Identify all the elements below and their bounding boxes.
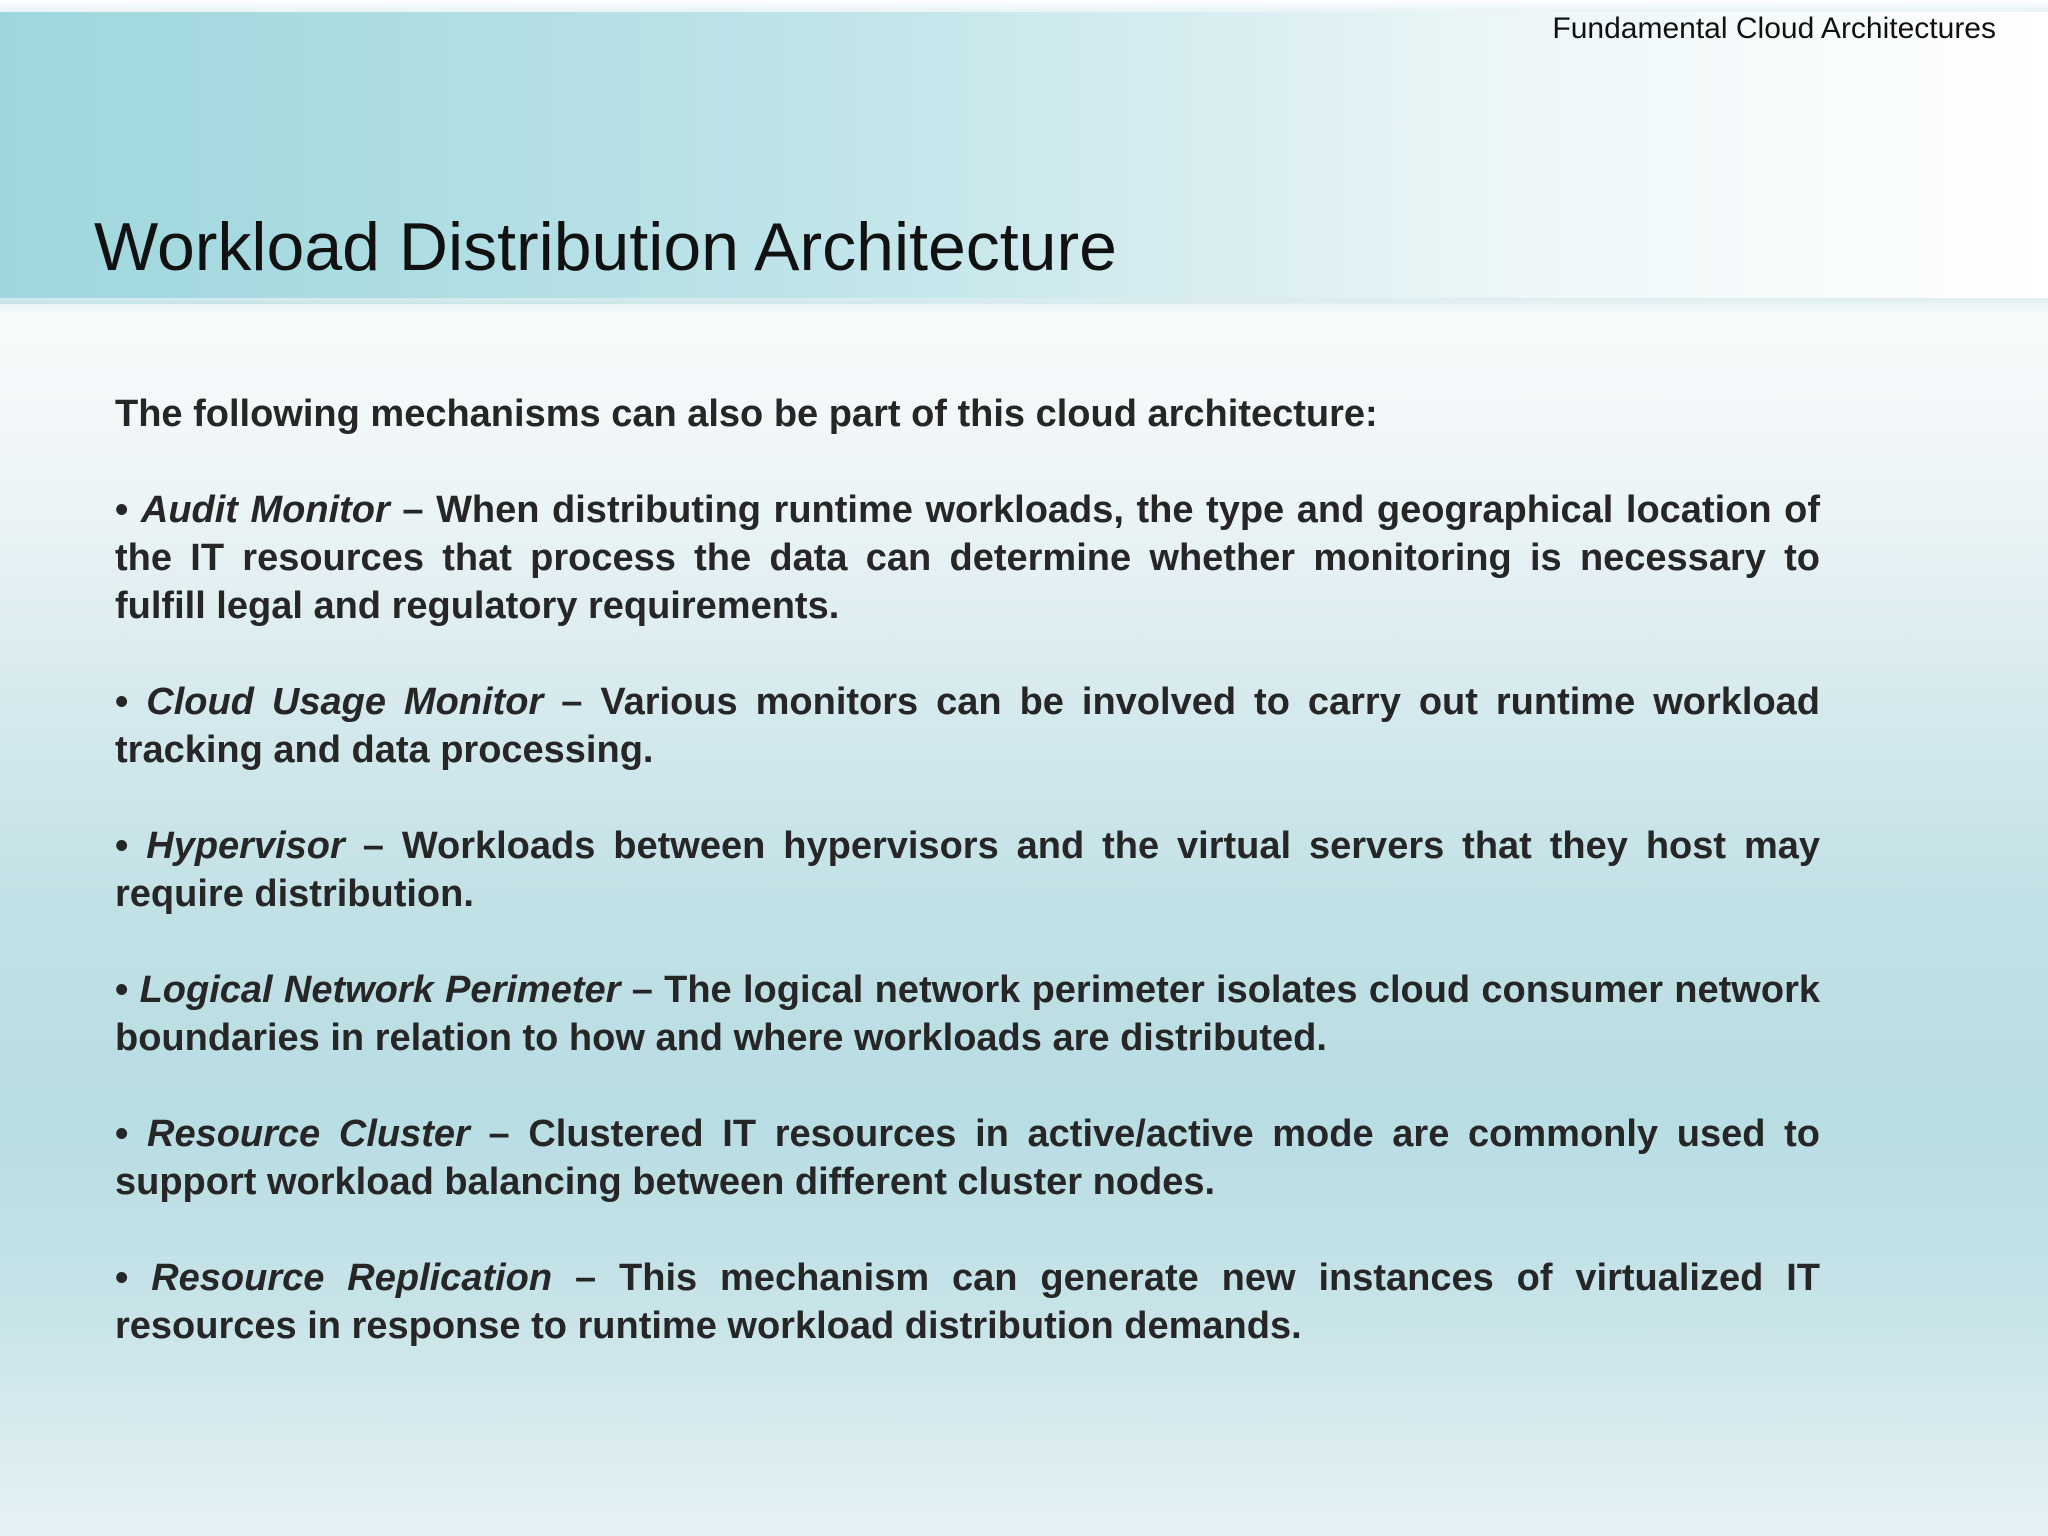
mechanism-description: This mechanism can generate new instances of virtualized IT resources in response to runtime workload distribution demands.	[115, 1257, 1820, 1347]
mechanism-item	[115, 678, 1820, 774]
mechanism-term: Audit Monitor	[140, 489, 390, 531]
dash: –	[574, 1257, 597, 1299]
mechanism-item	[115, 822, 1820, 918]
bullet: •	[115, 825, 129, 867]
dash: –	[631, 969, 653, 1011]
mechanism-term: Cloud Usage Monitor	[146, 681, 544, 723]
mechanism-description: When distributing runtime workloads, the type and geographical location of the IT resources that process the data can determine whether monitoring is necessary to fulfill legal and regulatory requirements.	[115, 489, 1820, 627]
mechanism-term: Logical Network Perimeter	[139, 969, 621, 1011]
course-label: Fundamental Cloud Architectures	[1552, 12, 1996, 45]
mechanism-description: Clustered IT resources in active/active mode are commonly used to support workload balancing between different cluster nodes.	[115, 1113, 1820, 1203]
dash: –	[362, 825, 384, 867]
slide-title: Workload Distribution Architecture	[94, 209, 1117, 285]
dash: –	[561, 681, 583, 723]
dash: –	[488, 1113, 510, 1155]
bullet: •	[115, 1113, 129, 1155]
slide-content	[115, 390, 1820, 1398]
mechanism-item	[115, 966, 1820, 1062]
mechanism-item	[115, 1254, 1820, 1350]
mechanism-description: The logical network perimeter isolates cloud consumer network boundaries in relation to how and where workloads are distributed.	[115, 969, 1821, 1059]
mechanism-item	[115, 486, 1820, 630]
bullet: •	[115, 969, 129, 1011]
top-strip	[0, 0, 2048, 12]
dash: –	[402, 489, 424, 531]
bullet: •	[115, 681, 129, 723]
intro-text: The following mechanisms can also be part of this cloud architecture:	[115, 393, 1378, 435]
bullet: •	[115, 1257, 129, 1299]
mechanism-term: Resource Cluster	[147, 1113, 470, 1155]
mechanism-description: Workloads between hypervisors and the virtual servers that they host may require distribution.	[115, 825, 1821, 915]
mechanism-term: Hypervisor	[146, 825, 345, 867]
mechanism-term: Resource Replication	[151, 1257, 553, 1299]
bullet: •	[115, 489, 129, 531]
mechanism-item	[115, 1110, 1820, 1206]
mechanism-description: Various monitors can be involved to carry out runtime workload tracking and data processing.	[115, 681, 1821, 771]
